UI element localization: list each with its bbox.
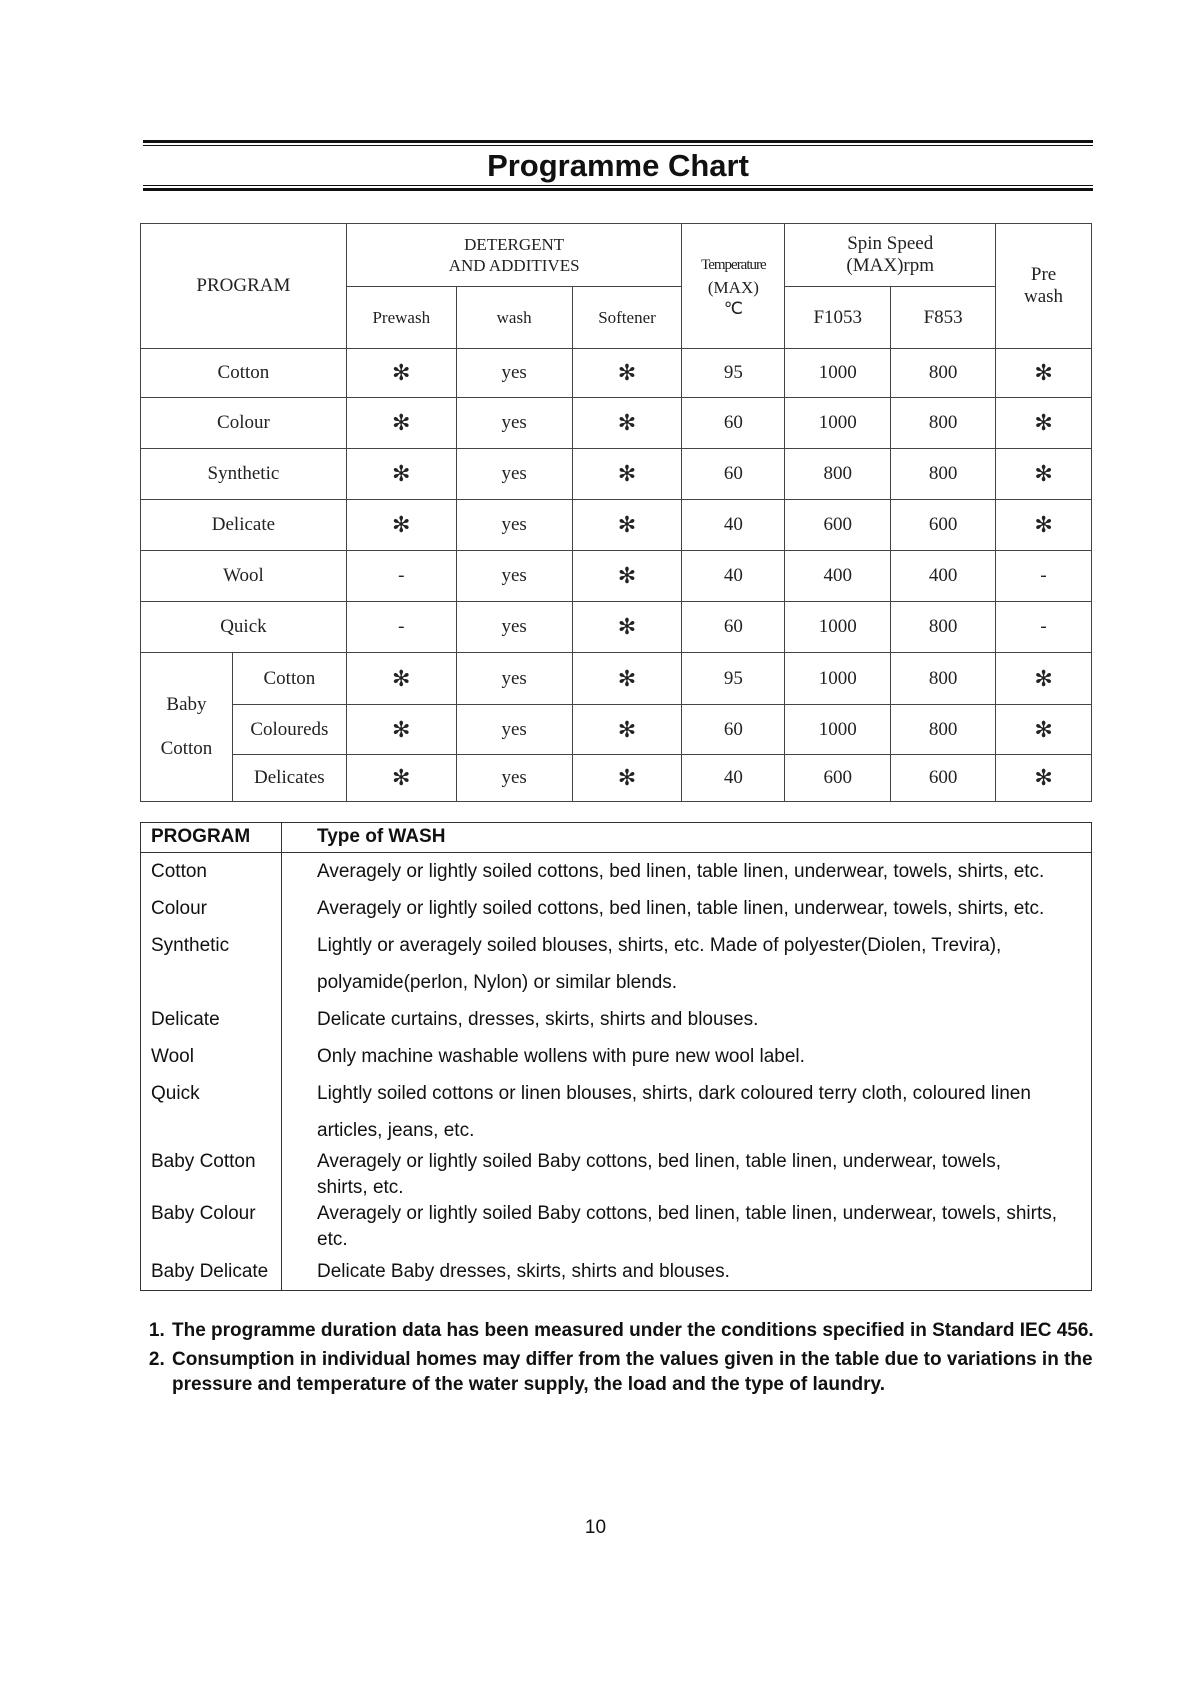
row-f1053: 1000 xyxy=(785,602,891,653)
table-row xyxy=(141,755,1092,802)
row-f1053: 400 xyxy=(785,551,891,602)
row-pre-wash: ✻ xyxy=(996,349,1092,398)
row-softener: ✻ xyxy=(572,551,682,602)
row-program: Quick xyxy=(141,602,347,653)
row-prewash: ✻ xyxy=(346,500,456,551)
row-wash: yes xyxy=(456,449,572,500)
wash-program: Baby Cotton xyxy=(141,1149,282,1201)
wash-program: Baby Delicate xyxy=(141,1253,282,1291)
wash-description: Delicate curtains, dresses, skirts, shirts and blouses. xyxy=(317,1009,759,1030)
row-softener: ✻ xyxy=(572,653,682,705)
table-row xyxy=(141,1149,1092,1201)
wash-table-header xyxy=(141,823,1092,853)
row-prewash: ✻ xyxy=(346,398,456,449)
row-softener: ✻ xyxy=(572,349,682,398)
row-softener: ✻ xyxy=(572,449,682,500)
row-temperature: 95 xyxy=(682,653,785,705)
row-f853: 800 xyxy=(891,705,996,755)
row-prewash: ✻ xyxy=(346,349,456,398)
row-f1053: 1000 xyxy=(785,349,891,398)
row-pre-wash: - xyxy=(996,602,1092,653)
row-temperature: 60 xyxy=(682,705,785,755)
table-row xyxy=(141,500,1092,551)
header-detergent xyxy=(346,224,682,287)
table-row xyxy=(141,705,1092,755)
table-row xyxy=(141,853,1092,891)
row-pre-wash: ✻ xyxy=(996,500,1092,551)
baby-group-line2: Cotton xyxy=(160,738,213,759)
row-temperature: 40 xyxy=(682,551,785,602)
header-pre-wash-line2: wash xyxy=(1024,286,1064,307)
table-row xyxy=(141,653,1092,705)
wash-description: Averagely or lightly soiled Baby cottons, bed linen, table linen, underwear, towels, xyxy=(317,1151,1002,1172)
row-prewash: - xyxy=(346,551,456,602)
row-softener: ✻ xyxy=(572,755,682,802)
notes-list xyxy=(142,1318,1120,1401)
wash-description-cont: polyamide(perlon, Nylon) or similar blends. xyxy=(317,972,678,993)
row-pre-wash: ✻ xyxy=(996,449,1092,500)
header-temperature-unit: ℃ xyxy=(723,298,743,318)
header-detergent-line1: DETERGENT xyxy=(464,235,565,254)
header-temperature xyxy=(682,224,785,349)
table-header-row xyxy=(141,224,1092,287)
row-program: Wool xyxy=(141,551,347,602)
baby-cotton-group xyxy=(141,653,233,802)
row-temperature: 95 xyxy=(682,349,785,398)
header-type-of-wash: Type of WASH xyxy=(282,823,1092,853)
row-f1053: 600 xyxy=(785,500,891,551)
row-prewash: ✻ xyxy=(346,705,456,755)
row-program: Cotton xyxy=(232,653,346,705)
wash-description: Only machine washable wollens with pure new wool label. xyxy=(317,1046,805,1067)
row-pre-wash: - xyxy=(996,551,1092,602)
row-f853: 800 xyxy=(891,398,996,449)
row-pre-wash: ✻ xyxy=(996,755,1092,802)
row-f853: 800 xyxy=(891,349,996,398)
table-row xyxy=(141,1038,1092,1075)
row-pre-wash: ✻ xyxy=(996,653,1092,705)
row-f853: 400 xyxy=(891,551,996,602)
title-rule-top-thin xyxy=(143,145,1093,146)
header-spin-speed xyxy=(785,224,996,287)
wash-description: Averagely or lightly soiled Baby cottons, bed linen, table linen, underwear, towels, shirts, xyxy=(317,1203,1058,1224)
row-f1053: 1000 xyxy=(785,398,891,449)
wash-program: Colour xyxy=(141,890,282,927)
page-number: 10 xyxy=(584,1517,607,1538)
title-rule-bottom xyxy=(143,188,1093,191)
table-row xyxy=(141,1253,1092,1291)
row-f853: 600 xyxy=(891,755,996,802)
table-row xyxy=(141,349,1092,398)
row-wash: yes xyxy=(456,398,572,449)
baby-group-line1: Baby xyxy=(166,694,207,715)
row-temperature: 40 xyxy=(682,500,785,551)
header-f1053: F1053 xyxy=(785,287,891,349)
header-softener: Softener xyxy=(572,287,682,349)
header-detergent-line2: AND ADDITIVES xyxy=(448,256,580,275)
row-temperature: 40 xyxy=(682,755,785,802)
row-wash: yes xyxy=(456,602,572,653)
table-row xyxy=(141,890,1092,927)
row-program: Delicate xyxy=(141,500,347,551)
row-program: Cotton xyxy=(141,349,347,398)
row-program: Delicates xyxy=(232,755,346,802)
header-temperature-line1: Temperature xyxy=(701,256,766,273)
table-row xyxy=(141,1201,1092,1253)
row-prewash: ✻ xyxy=(346,449,456,500)
row-f1053: 800 xyxy=(785,449,891,500)
row-wash: yes xyxy=(456,551,572,602)
row-temperature: 60 xyxy=(682,602,785,653)
title-block xyxy=(143,140,1093,192)
wash-type-table xyxy=(140,822,1092,1291)
wash-description: Averagely or lightly soiled cottons, bed linen, table linen, underwear, towels, shirts, etc. xyxy=(317,898,1045,919)
wash-program: Wool xyxy=(141,1038,282,1075)
row-wash: yes xyxy=(456,349,572,398)
row-prewash: - xyxy=(346,602,456,653)
wash-description-cont: shirts, etc. xyxy=(317,1177,404,1198)
wash-program: Synthetic xyxy=(141,927,282,1001)
header-wash: wash xyxy=(456,287,572,349)
wash-program: Baby Colour xyxy=(141,1201,282,1253)
header-temperature-line2: (MAX) xyxy=(707,277,759,297)
wash-program: Quick xyxy=(141,1075,282,1149)
table-row xyxy=(141,1001,1092,1038)
row-wash: yes xyxy=(456,653,572,705)
row-program: Colour xyxy=(141,398,347,449)
header-prewash: Prewash xyxy=(346,287,456,349)
row-softener: ✻ xyxy=(572,398,682,449)
wash-description: Averagely or lightly soiled cottons, bed linen, table linen, underwear, towels, shirts, etc. xyxy=(317,861,1045,882)
table-row xyxy=(141,398,1092,449)
header-pre-wash xyxy=(996,224,1092,349)
row-softener: ✻ xyxy=(572,500,682,551)
row-f1053: 600 xyxy=(785,755,891,802)
page-title: Programme Chart xyxy=(487,148,749,183)
row-softener: ✻ xyxy=(572,602,682,653)
note-item: 1. The programme duration data has been measured under the conditions specified in Standard IEC 456. xyxy=(170,1318,1120,1343)
row-softener: ✻ xyxy=(572,705,682,755)
header-spin-line1: Spin Speed xyxy=(847,233,934,254)
row-prewash: ✻ xyxy=(346,755,456,802)
row-program: Synthetic xyxy=(141,449,347,500)
title-rule-top xyxy=(143,140,1093,143)
table-row xyxy=(141,449,1092,500)
header-spin-line2: (MAX)rpm xyxy=(846,255,935,276)
row-pre-wash: ✻ xyxy=(996,398,1092,449)
wash-description-cont: articles, jeans, etc. xyxy=(317,1120,475,1141)
row-f853: 800 xyxy=(891,449,996,500)
row-f853: 600 xyxy=(891,500,996,551)
header-program: PROGRAM xyxy=(141,823,282,853)
programme-table xyxy=(140,223,1092,802)
title-rule-bottom-thin xyxy=(143,185,1093,186)
wash-description: Delicate Baby dresses, skirts, shirts and blouses. xyxy=(317,1261,730,1282)
wash-description-cont: etc. xyxy=(317,1229,348,1250)
row-temperature: 60 xyxy=(682,398,785,449)
row-program: Coloureds xyxy=(232,705,346,755)
row-wash: yes xyxy=(456,500,572,551)
table-row xyxy=(141,1075,1092,1149)
row-wash: yes xyxy=(456,755,572,802)
wash-program: Delicate xyxy=(141,1001,282,1038)
row-f1053: 1000 xyxy=(785,705,891,755)
table-row xyxy=(141,927,1092,1001)
row-temperature: 60 xyxy=(682,449,785,500)
note-item: 2. Consumption in individual homes may differ from the values given in the table due to variations in the pressure and temperature of the water supply, the load and the type of laundry. xyxy=(170,1347,1120,1397)
wash-description: Lightly soiled cottons or linen blouses, shirts, dark coloured terry cloth, coloured linen xyxy=(317,1083,1031,1104)
wash-description: Lightly or averagely soiled blouses, shirts, etc. Made of polyester(Diolen, Trevira), xyxy=(317,935,1002,956)
row-pre-wash: ✻ xyxy=(996,705,1092,755)
table-row xyxy=(141,551,1092,602)
row-wash: yes xyxy=(456,705,572,755)
row-f853: 800 xyxy=(891,602,996,653)
table-row xyxy=(141,602,1092,653)
row-f853: 800 xyxy=(891,653,996,705)
row-prewash: ✻ xyxy=(346,653,456,705)
header-program: PROGRAM xyxy=(141,224,347,349)
header-f853: F853 xyxy=(891,287,996,349)
row-f1053: 1000 xyxy=(785,653,891,705)
header-pre-wash-line1: Pre xyxy=(1030,264,1057,285)
wash-program: Cotton xyxy=(141,853,282,891)
